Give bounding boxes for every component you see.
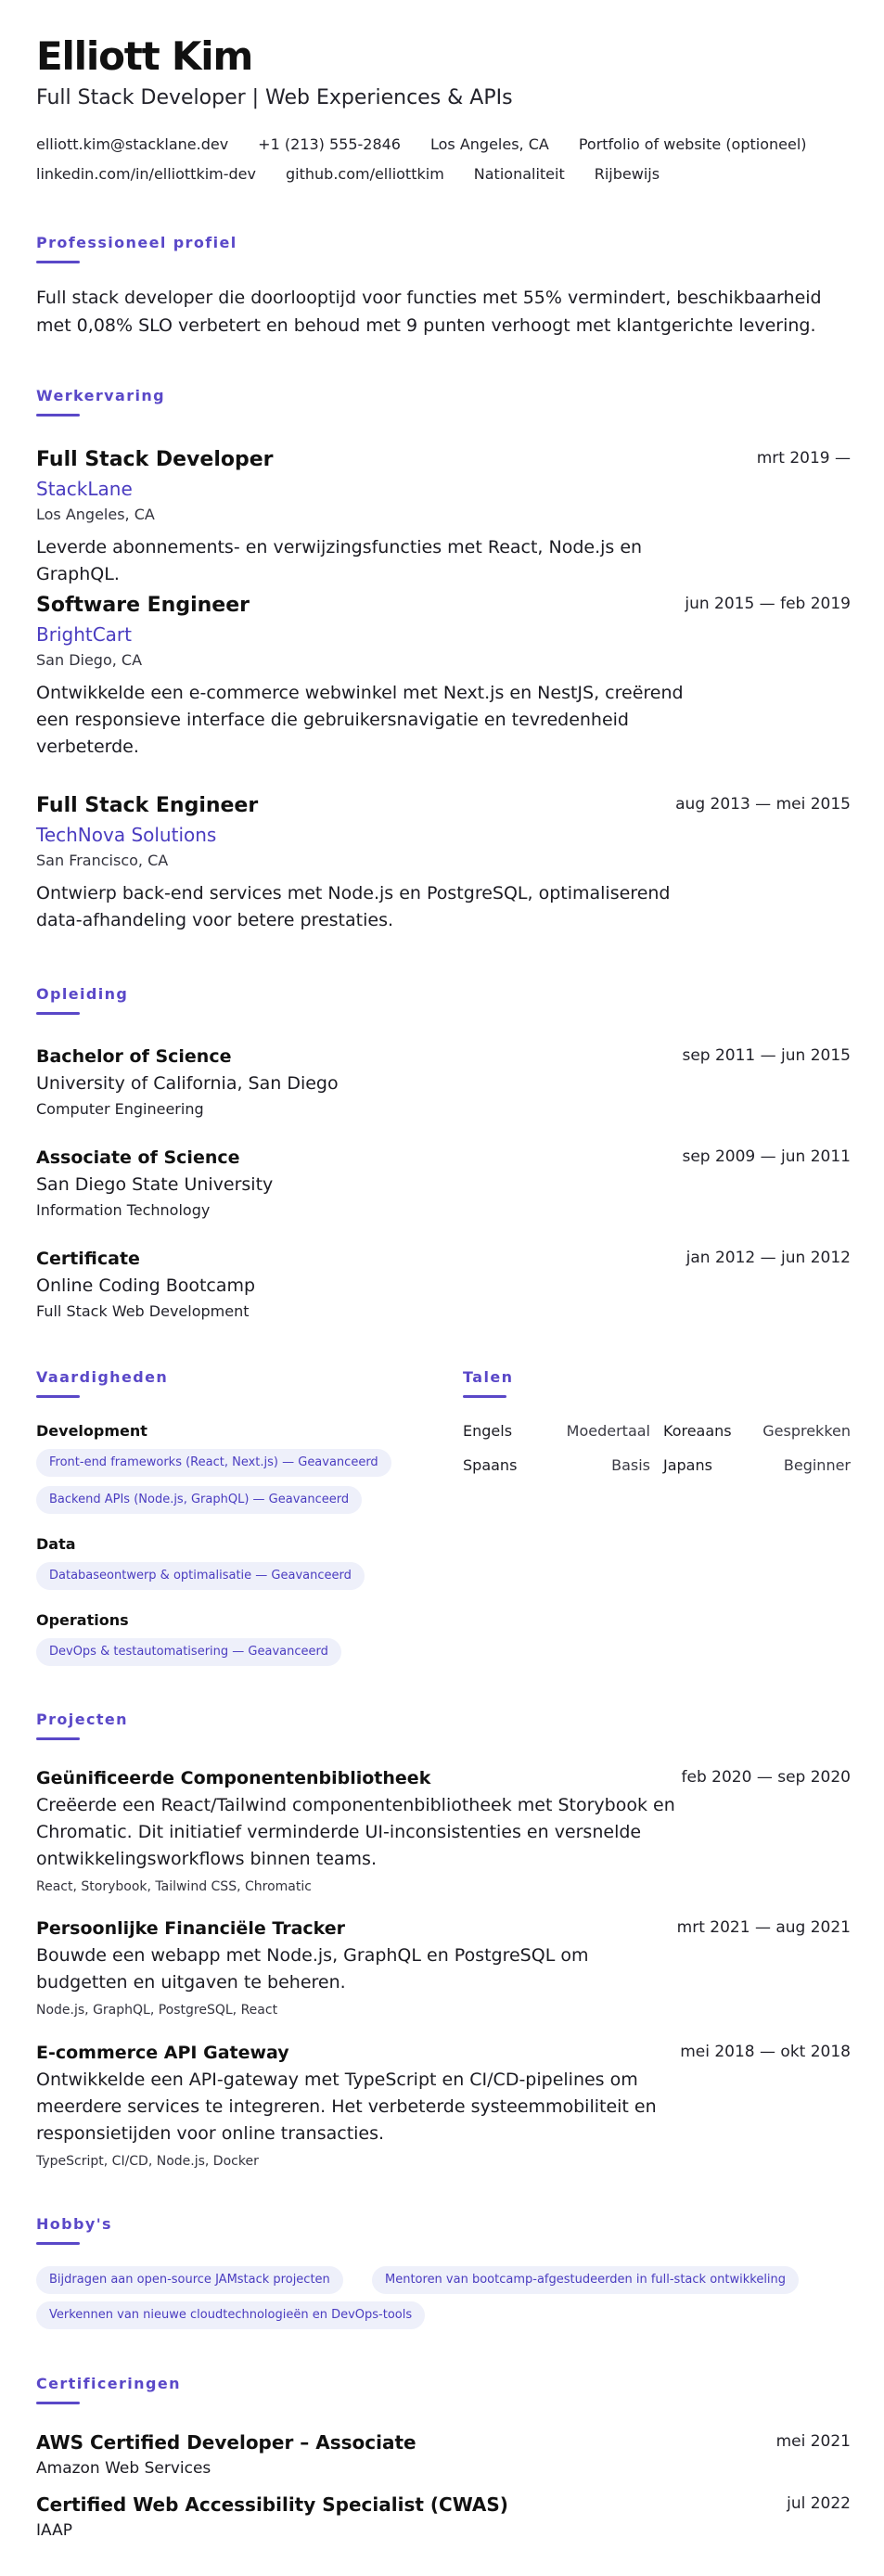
section-title-certifications: Certificeringen bbox=[36, 2375, 181, 2392]
education-institution: Online Coding Bootcamp bbox=[36, 1275, 256, 1296]
project-tech: TypeScript, CI/CD, Node.js, Docker bbox=[36, 2154, 259, 2169]
language-level: Moedertaal bbox=[566, 1422, 650, 1440]
education-date: sep 2009 — jun 2011 bbox=[682, 1147, 851, 1166]
job-location: San Diego, CA bbox=[36, 651, 143, 669]
education-date: jan 2012 — jun 2012 bbox=[685, 1249, 851, 1267]
project-tech: React, Storybook, Tailwind CSS, Chromatic bbox=[36, 1879, 312, 1894]
section-rule bbox=[36, 2402, 80, 2404]
education-item bbox=[36, 1044, 851, 1121]
job-date: aug 2013 — mei 2015 bbox=[675, 795, 851, 814]
candidate-name: Elliott Kim bbox=[36, 33, 253, 79]
certification-name: AWS Certified Developer – Associate bbox=[36, 2431, 416, 2454]
language-name: Koreaans bbox=[663, 1422, 732, 1440]
project-description: Ontwikkelde een API-gateway met TypeScript en CI/CD-pipelines om meerdere services te integreren. Het verbeterde systeemmobiliteit en responsietijden voor online transacties. bbox=[36, 2070, 657, 2144]
job-title: Full Stack Developer bbox=[36, 448, 274, 471]
language-level: Beginner bbox=[783, 1456, 851, 1474]
skill-pill: Databaseontwerp & optimalisatie — Geavanceerd bbox=[36, 1562, 365, 1590]
skill-category: Data bbox=[36, 1535, 76, 1553]
education-field: Computer Engineering bbox=[36, 1100, 204, 1118]
section-title-hobbies: Hobby's bbox=[36, 2215, 112, 2233]
project-title: Persoonlijke Financiële Tracker bbox=[36, 1918, 346, 1939]
project-tech: Node.js, GraphQL, PostgreSQL, React bbox=[36, 2003, 278, 2018]
education-institution: University of California, San Diego bbox=[36, 1073, 339, 1094]
section-rule bbox=[36, 1395, 80, 1398]
project-item bbox=[36, 1766, 851, 1897]
section-title-education: Opleiding bbox=[36, 985, 129, 1003]
education-degree: Bachelor of Science bbox=[36, 1046, 232, 1067]
education-field: Information Technology bbox=[36, 1201, 211, 1219]
education-institution: San Diego State University bbox=[36, 1174, 274, 1195]
section-rule bbox=[36, 1737, 80, 1740]
contact-row-secondary bbox=[36, 165, 689, 183]
profile-summary: Full stack developer die doorlooptijd voor functies met 55% vermindert, beschikbaarheid met 0,08% SLO verbetert en behoud met 9 punten verhoogt met klantgerichte levering. bbox=[36, 288, 822, 336]
certification-date: mei 2021 bbox=[775, 2432, 851, 2451]
language-level: Basis bbox=[611, 1456, 650, 1474]
certification-issuer: IAAP bbox=[36, 2521, 72, 2540]
section-title-experience: Werkervaring bbox=[36, 387, 166, 404]
job-description: Leverde abonnements- en verwijzingsfuncties met React, Node.js en GraphQL. bbox=[36, 537, 643, 584]
contact-license: Rijbewijs bbox=[594, 165, 660, 183]
contact-portfolio: Portfolio of website (optioneel) bbox=[578, 135, 807, 153]
skill-pill: DevOps & testautomatisering — Geavanceerd bbox=[36, 1638, 341, 1666]
project-date: mei 2018 — okt 2018 bbox=[680, 2043, 851, 2061]
job-title: Software Engineer bbox=[36, 594, 250, 617]
job-title: Full Stack Engineer bbox=[36, 794, 259, 817]
education-date: sep 2011 — jun 2015 bbox=[682, 1046, 851, 1065]
project-date: mrt 2021 — aug 2021 bbox=[676, 1918, 851, 1937]
job-description: Ontwikkelde een e-commerce webwinkel met Next.js en NestJS, creërend een responsieve interface die gebruikersnavigatie en tevredenheid verbeterde. bbox=[36, 683, 684, 757]
project-item bbox=[36, 1916, 851, 2020]
skill-pill: Front-end frameworks (React, Next.js) — Geavanceerd bbox=[36, 1449, 391, 1477]
section-rule bbox=[463, 1395, 506, 1398]
job-company: TechNova Solutions bbox=[36, 824, 217, 846]
education-field: Full Stack Web Development bbox=[36, 1302, 250, 1320]
contact-location: Los Angeles, CA bbox=[429, 135, 549, 153]
hobby-pill: Bijdragen aan open-source JAMstack projecten bbox=[36, 2266, 343, 2294]
certification-item bbox=[36, 2430, 851, 2480]
section-title-profile: Professioneel profiel bbox=[36, 234, 237, 251]
education-degree: Associate of Science bbox=[36, 1147, 240, 1168]
project-item bbox=[36, 2041, 851, 2172]
section-rule bbox=[36, 1012, 80, 1015]
section-title-skills: Vaardigheden bbox=[36, 1368, 169, 1386]
candidate-headline: Full Stack Developer | Web Experiences & APIs bbox=[36, 86, 513, 109]
language-level: Gesprekken bbox=[762, 1422, 851, 1440]
education-item bbox=[36, 1247, 851, 1323]
section-title-languages: Talen bbox=[463, 1368, 514, 1386]
skill-category: Operations bbox=[36, 1611, 129, 1629]
language-name: Spaans bbox=[463, 1456, 518, 1474]
project-date: feb 2020 — sep 2020 bbox=[681, 1768, 851, 1787]
skill-pill: Backend APIs (Node.js, GraphQL) — Geavanceerd bbox=[36, 1486, 362, 1514]
education-item bbox=[36, 1146, 851, 1222]
section-title-projects: Projecten bbox=[36, 1711, 128, 1728]
certification-item bbox=[36, 2493, 851, 2543]
contact-github[interactable]: github.com/elliottkim bbox=[286, 165, 444, 183]
certification-date: jul 2022 bbox=[787, 2494, 851, 2513]
job-company: BrightCart bbox=[36, 623, 132, 646]
project-title: E-commerce API Gateway bbox=[36, 2043, 289, 2063]
project-description: Bouwde een webapp met Node.js, GraphQL en PostgreSQL om budgetten en uitgaven te beheren. bbox=[36, 1945, 589, 1993]
job-description: Ontwierp back-end services met Node.js en PostgreSQL, optimaliserend data-afhandeling voor betere prestaties. bbox=[36, 883, 671, 930]
job-location: Los Angeles, CA bbox=[36, 506, 155, 523]
experience-item bbox=[36, 593, 851, 761]
skill-category: Development bbox=[36, 1422, 147, 1440]
contact-phone[interactable]: +1 (213) 555-2846 bbox=[258, 135, 401, 153]
certification-name: Certified Web Accessibility Specialist (CWAS) bbox=[36, 2493, 508, 2516]
hobby-pill: Verkennen van nieuwe cloudtechnologieën en DevOps-tools bbox=[36, 2301, 425, 2329]
job-location: San Francisco, CA bbox=[36, 852, 169, 869]
experience-item bbox=[36, 793, 851, 934]
contact-linkedin[interactable]: linkedin.com/in/elliottkim-dev bbox=[36, 165, 256, 183]
project-title: Geünificeerde Componentenbibliotheek bbox=[36, 1768, 431, 1788]
job-date: mrt 2019 — bbox=[756, 449, 851, 468]
hobby-pill: Mentoren van bootcamp-afgestudeerden in full-stack ontwikkeling bbox=[372, 2266, 799, 2294]
experience-item bbox=[36, 447, 851, 588]
job-date: jun 2015 — feb 2019 bbox=[685, 595, 851, 613]
contact-email[interactable]: elliott.kim@stacklane.dev bbox=[36, 135, 229, 153]
language-name: Japans bbox=[663, 1456, 712, 1474]
project-description: Creëerde een React/Tailwind componentenbibliotheek met Storybook en Chromatic. Dit initiatief verminderde UI-inconsistenties en versnelde ontwikkelingsworkflows binnen teams. bbox=[36, 1795, 675, 1869]
section-rule bbox=[36, 2242, 80, 2245]
language-name: Engels bbox=[463, 1422, 513, 1440]
education-degree: Certificate bbox=[36, 1249, 140, 1269]
section-rule bbox=[36, 261, 80, 263]
contact-nationality: Nationaliteit bbox=[473, 165, 565, 183]
job-company: StackLane bbox=[36, 478, 133, 500]
section-rule bbox=[36, 414, 80, 417]
certification-issuer: Amazon Web Services bbox=[36, 2459, 211, 2478]
contact-row-primary bbox=[36, 135, 837, 153]
